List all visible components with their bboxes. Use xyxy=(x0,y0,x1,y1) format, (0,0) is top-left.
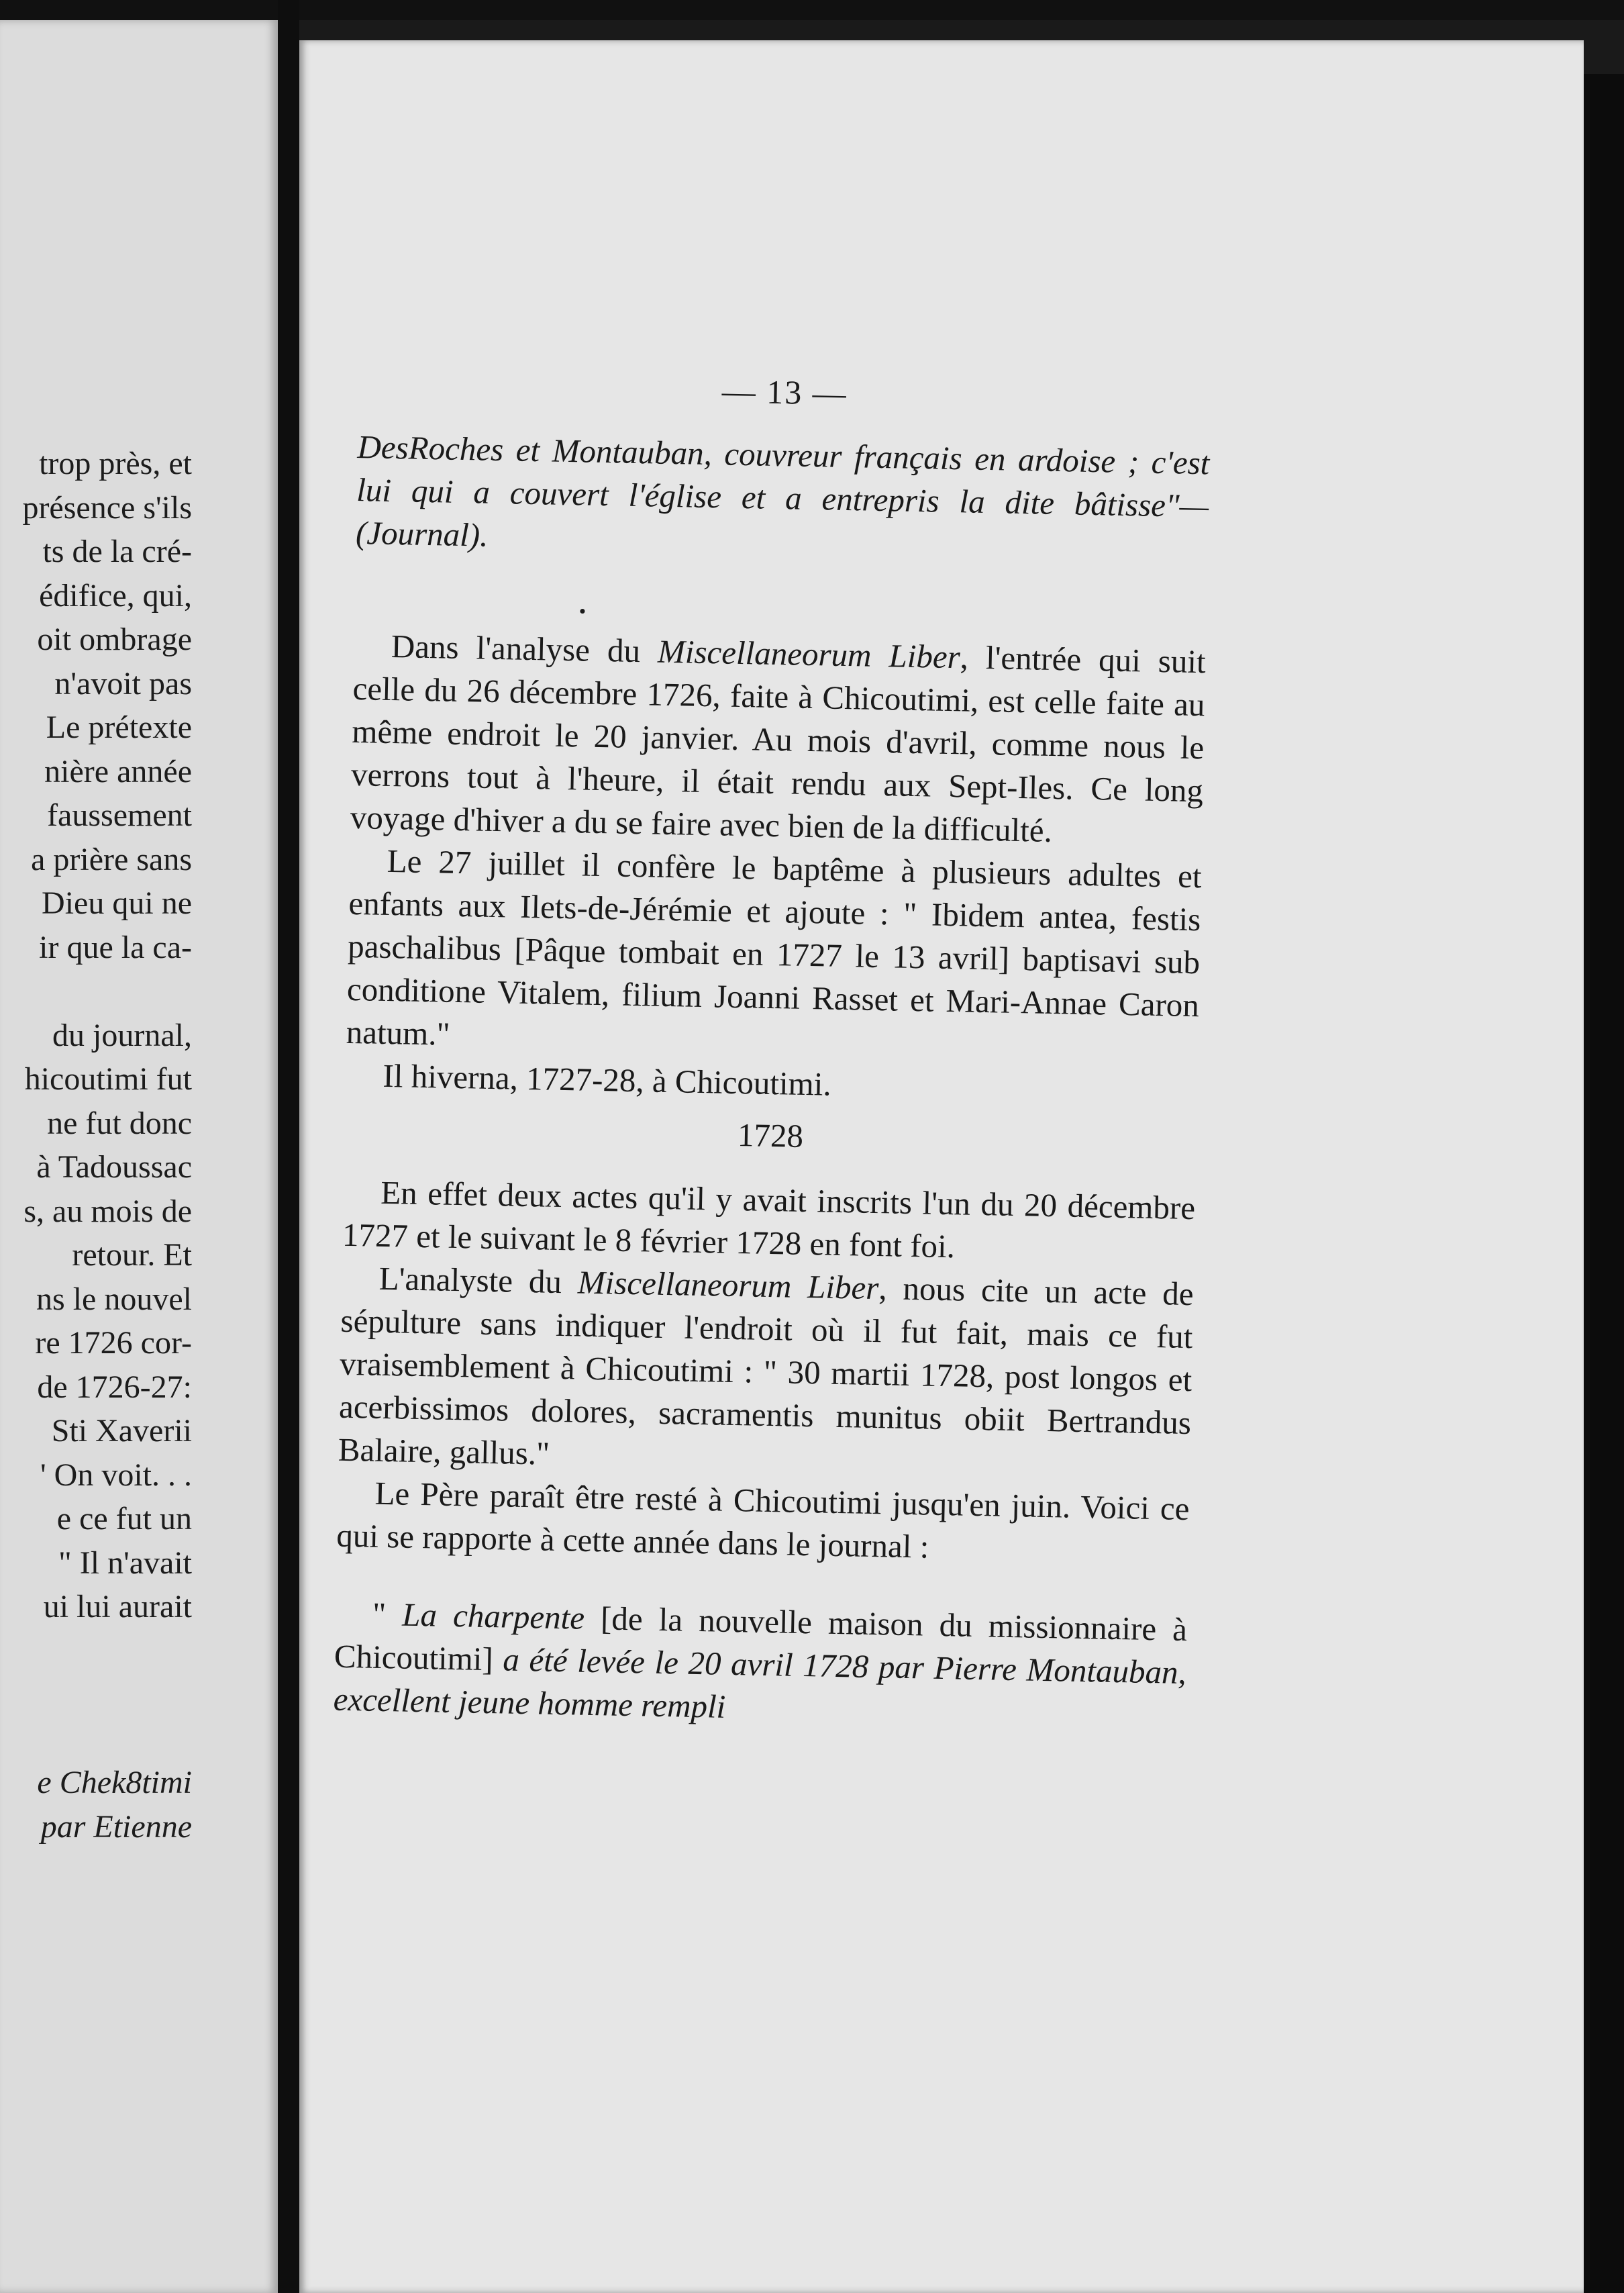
previous-page-line: re 1726 cor- xyxy=(35,1325,192,1361)
paragraph: Le 27 juillet il confère le baptême à plusieurs adultes et enfants aux Ilets-de-Jérémie et ajoute : " Ibidem antea, festis paschalibus [Pâque tombait en 1727 le 13 avril] baptisavi sub conditione Vitalem, filium Joanni Rasset et Mari-Annae Caron natum." xyxy=(346,842,1203,1053)
paragraph-text: , nous cite un acte de sépulture sans indiquer l'endroit où il fut fait, mais ce fut vraisemblement à Chicoutimi : " 30 martii 1728, post longos et acerbissimos dolores, sacramentis munitus obiit Bertrandus Balaire, gallus." xyxy=(338,1269,1195,1472)
previous-page-line: du journal, xyxy=(52,1017,192,1053)
paragraph xyxy=(350,624,1206,855)
previous-page-line: " Il n'avait xyxy=(58,1545,192,1581)
previous-page-line: présence s'ils xyxy=(22,489,192,526)
previous-page-line: e Chek8timi xyxy=(37,1765,192,1800)
year-heading: 1728 xyxy=(737,1116,804,1155)
right-scan-border xyxy=(1584,74,1624,2293)
quote-roman-text: [de la nouvelle maison du missionnaire à Chicoutimi] xyxy=(334,1599,1188,1678)
paragraph xyxy=(338,1257,1194,1487)
quote-italic-text: a été levée le 20 avril 1728 par Pierre Montauban, excellent jeune homme rempli xyxy=(333,1641,1187,1725)
quoted-journal-paragraph xyxy=(333,1592,1187,1737)
page-text xyxy=(333,362,1211,1737)
previous-page-line: n'avoit pas xyxy=(54,665,192,701)
paragraph-text: L'analyste du xyxy=(378,1259,578,1301)
paragraph: Il hiverna, 1727-28, à Chicoutimi. xyxy=(383,1057,832,1103)
previous-page-line: oit ombrage xyxy=(37,622,192,657)
previous-page-line: ' On voit. . . xyxy=(40,1457,192,1493)
previous-page-line: s, au mois de xyxy=(23,1193,192,1229)
previous-page-line: ns le nouvel xyxy=(36,1281,192,1317)
top-scan-border xyxy=(0,0,1624,20)
previous-page-line: a prière sans xyxy=(31,841,192,877)
ink-mark: • xyxy=(578,600,587,623)
quote-open: " xyxy=(372,1595,403,1633)
previous-page-line: à Tadoussac xyxy=(36,1149,192,1185)
previous-page-line: de 1726-27: xyxy=(37,1369,192,1405)
previous-page-text xyxy=(22,442,192,1849)
previous-page-line: ts de la cré- xyxy=(42,534,192,569)
previous-page-line: Sti Xaverii xyxy=(51,1413,192,1449)
previous-page-line: ui lui aurait xyxy=(43,1589,192,1624)
previous-page-line: faussement xyxy=(47,797,192,833)
quote-italic-text: La charpente xyxy=(401,1596,585,1637)
paragraph-text: Dans l'analyse du xyxy=(391,628,658,670)
opening-quote: DesRoches et Montauban, couvreur français en ardoise ; c'est lui qui a couvert l'église et a entrepris la dite bâtisse"—(Journal). xyxy=(355,428,1210,554)
previous-page xyxy=(0,20,278,2293)
previous-page-line: hicoutimi fut xyxy=(24,1061,192,1097)
book-title: Miscellaneorum Liber xyxy=(577,1263,879,1307)
paragraph: En effet deux actes qu'il y avait inscrits l'un du 20 décembre 1727 et le suivant le 8 février 1728 en font foi. xyxy=(342,1173,1196,1265)
previous-page-line: par Etienne xyxy=(40,1808,192,1845)
paragraph-text: , l'entrée qui suit celle du 26 décembre 1726, faite à Chicoutimi, est celle faite au même endroit le 20 janvier. Au mois d'avril, comme nous le verrons tout à l'heure, il était rendu aux Sept-Iles. Ce long voyage d'hiver a du se faire avec bien de la difficulté. xyxy=(350,638,1207,849)
previous-page-line: e ce fut un xyxy=(56,1501,192,1536)
book-spine-gutter xyxy=(278,0,299,2293)
previous-page-line: édifice, qui, xyxy=(39,577,192,614)
page-number: — 13 — xyxy=(721,372,848,412)
previous-page-line: ne fut donc xyxy=(47,1105,192,1141)
previous-page-line: nière année xyxy=(44,753,192,789)
previous-page-line: ir que la ca- xyxy=(39,929,192,965)
previous-page-line: trop près, et xyxy=(39,446,192,481)
previous-page-line: Dieu qui ne xyxy=(42,885,192,921)
paragraph: Le Père paraît être resté à Chicoutimi jusqu'en juin. Voici ce qui se rapporte à cette année dans le journal : xyxy=(336,1474,1190,1565)
book-title: Miscellaneorum Liber xyxy=(657,632,961,676)
previous-page-line: retour. Et xyxy=(72,1237,192,1273)
previous-page-line: Le prétexte xyxy=(46,710,192,745)
